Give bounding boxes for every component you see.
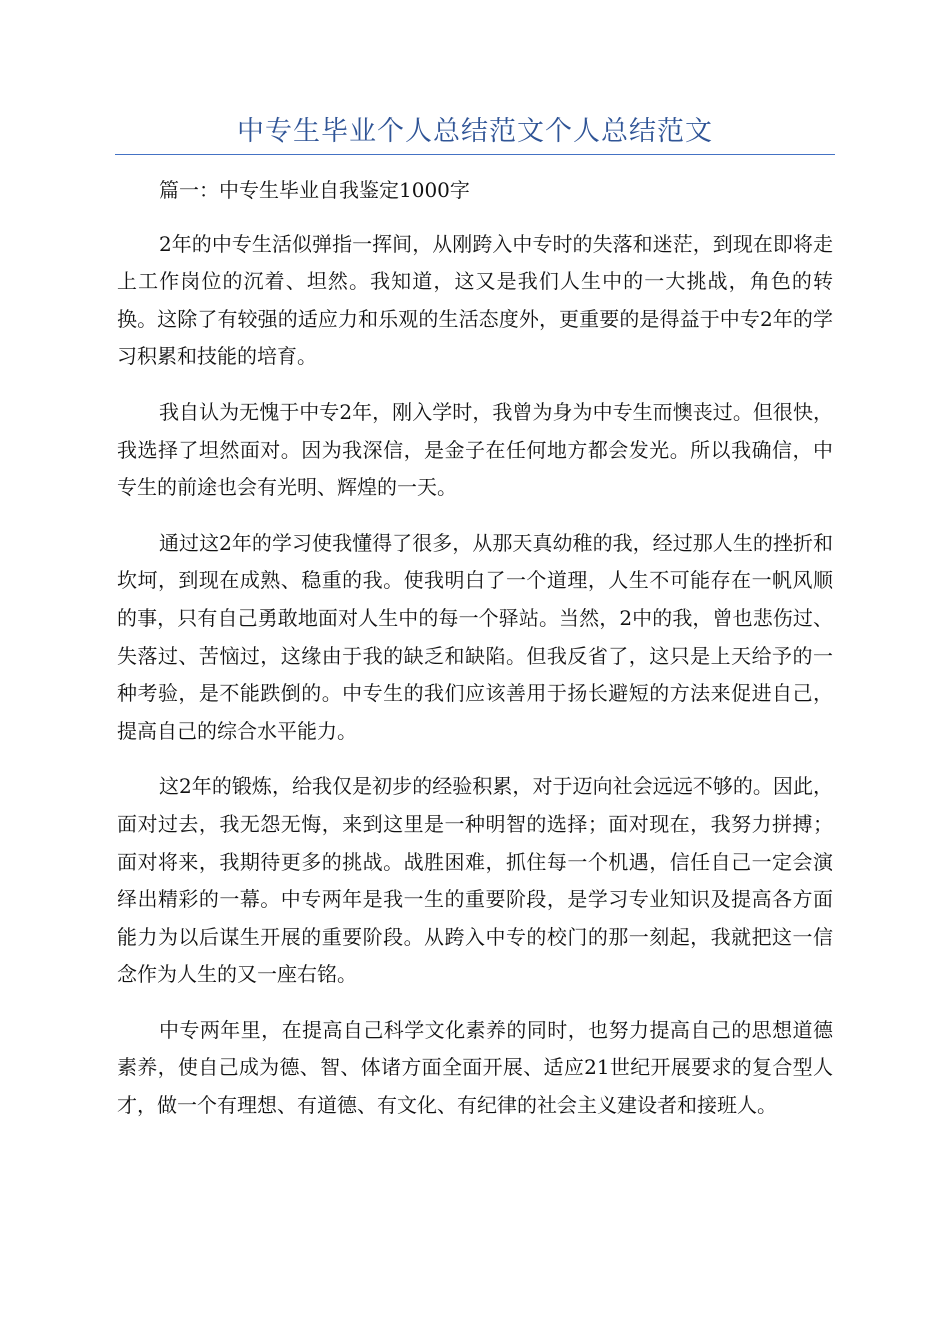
section-heading: 篇一：中专生毕业自我鉴定1000字 [159, 178, 470, 202]
paragraph: 中专两年里，在提高自己科学文化素养的同时，也努力提高自己的思想道德素养，使自己成为德、智、体诸方面全面开展、适应21世纪开展要求的复合型人才，做一个有理想、有道德、有文化、有纪律的社会主义建设者和接班人。 [117, 1017, 833, 1118]
document-body [117, 172, 833, 1143]
paragraph: 2年的中专生活似弹指一挥间，从刚跨入中专时的失落和迷茫，到现在即将走上工作岗位的沉着、坦然。我知道，这又是我们人生中的一大挑战，角色的转换。这除了有较强的适应力和乐观的生活态度外，更重要的是得益于中专2年的学习积累和技能的培育。 [117, 231, 833, 369]
paragraph: 这2年的锻炼，给我仅是初步的经验积累，对于迈向社会远远不够的。因此，面对过去，我无怨无悔，来到这里是一种明智的选择；面对现在，我努力拼搏；面对将来，我期待更多的挑战。战胜困难，抓住每一个机遇，信任自己一定会演绎出精彩的一幕。中专两年是我一生的重要阶段，是学习专业知识及提高各方面能力为以后谋生开展的重要阶段。从跨入中专的校门的那一刻起，我就把这一信念作为人生的又一座右铭。 [117, 774, 833, 987]
title-underline [115, 154, 835, 155]
paragraph: 通过这2年的学习使我懂得了很多，从那天真幼稚的我，经过那人生的挫折和坎坷，到现在成熟、稳重的我。使我明白了一个道理，人生不可能存在一帆风顺的事，只有自己勇敢地面对人生中的每一个驿站。当然，2中的我，曾也悲伤过、失落过、苦恼过，这缘由于我的缺乏和缺陷。但我反省了，这只是上天给予的一种考验，是不能跌倒的。中专生的我们应该善用于扬长避短的方法来促进自己，提高自己的综合水平能力。 [117, 530, 833, 743]
document-title: 中专生毕业个人总结范文个人总结范文 [237, 116, 713, 147]
paragraph: 我自认为无愧于中专2年，刚入学时，我曾为身为中专生而懊丧过。但很快，我选择了坦然面对。因为我深信，是金子在任何地方都会发光。所以我确信，中专生的前途也会有光明、辉煌的一天。 [117, 399, 833, 500]
